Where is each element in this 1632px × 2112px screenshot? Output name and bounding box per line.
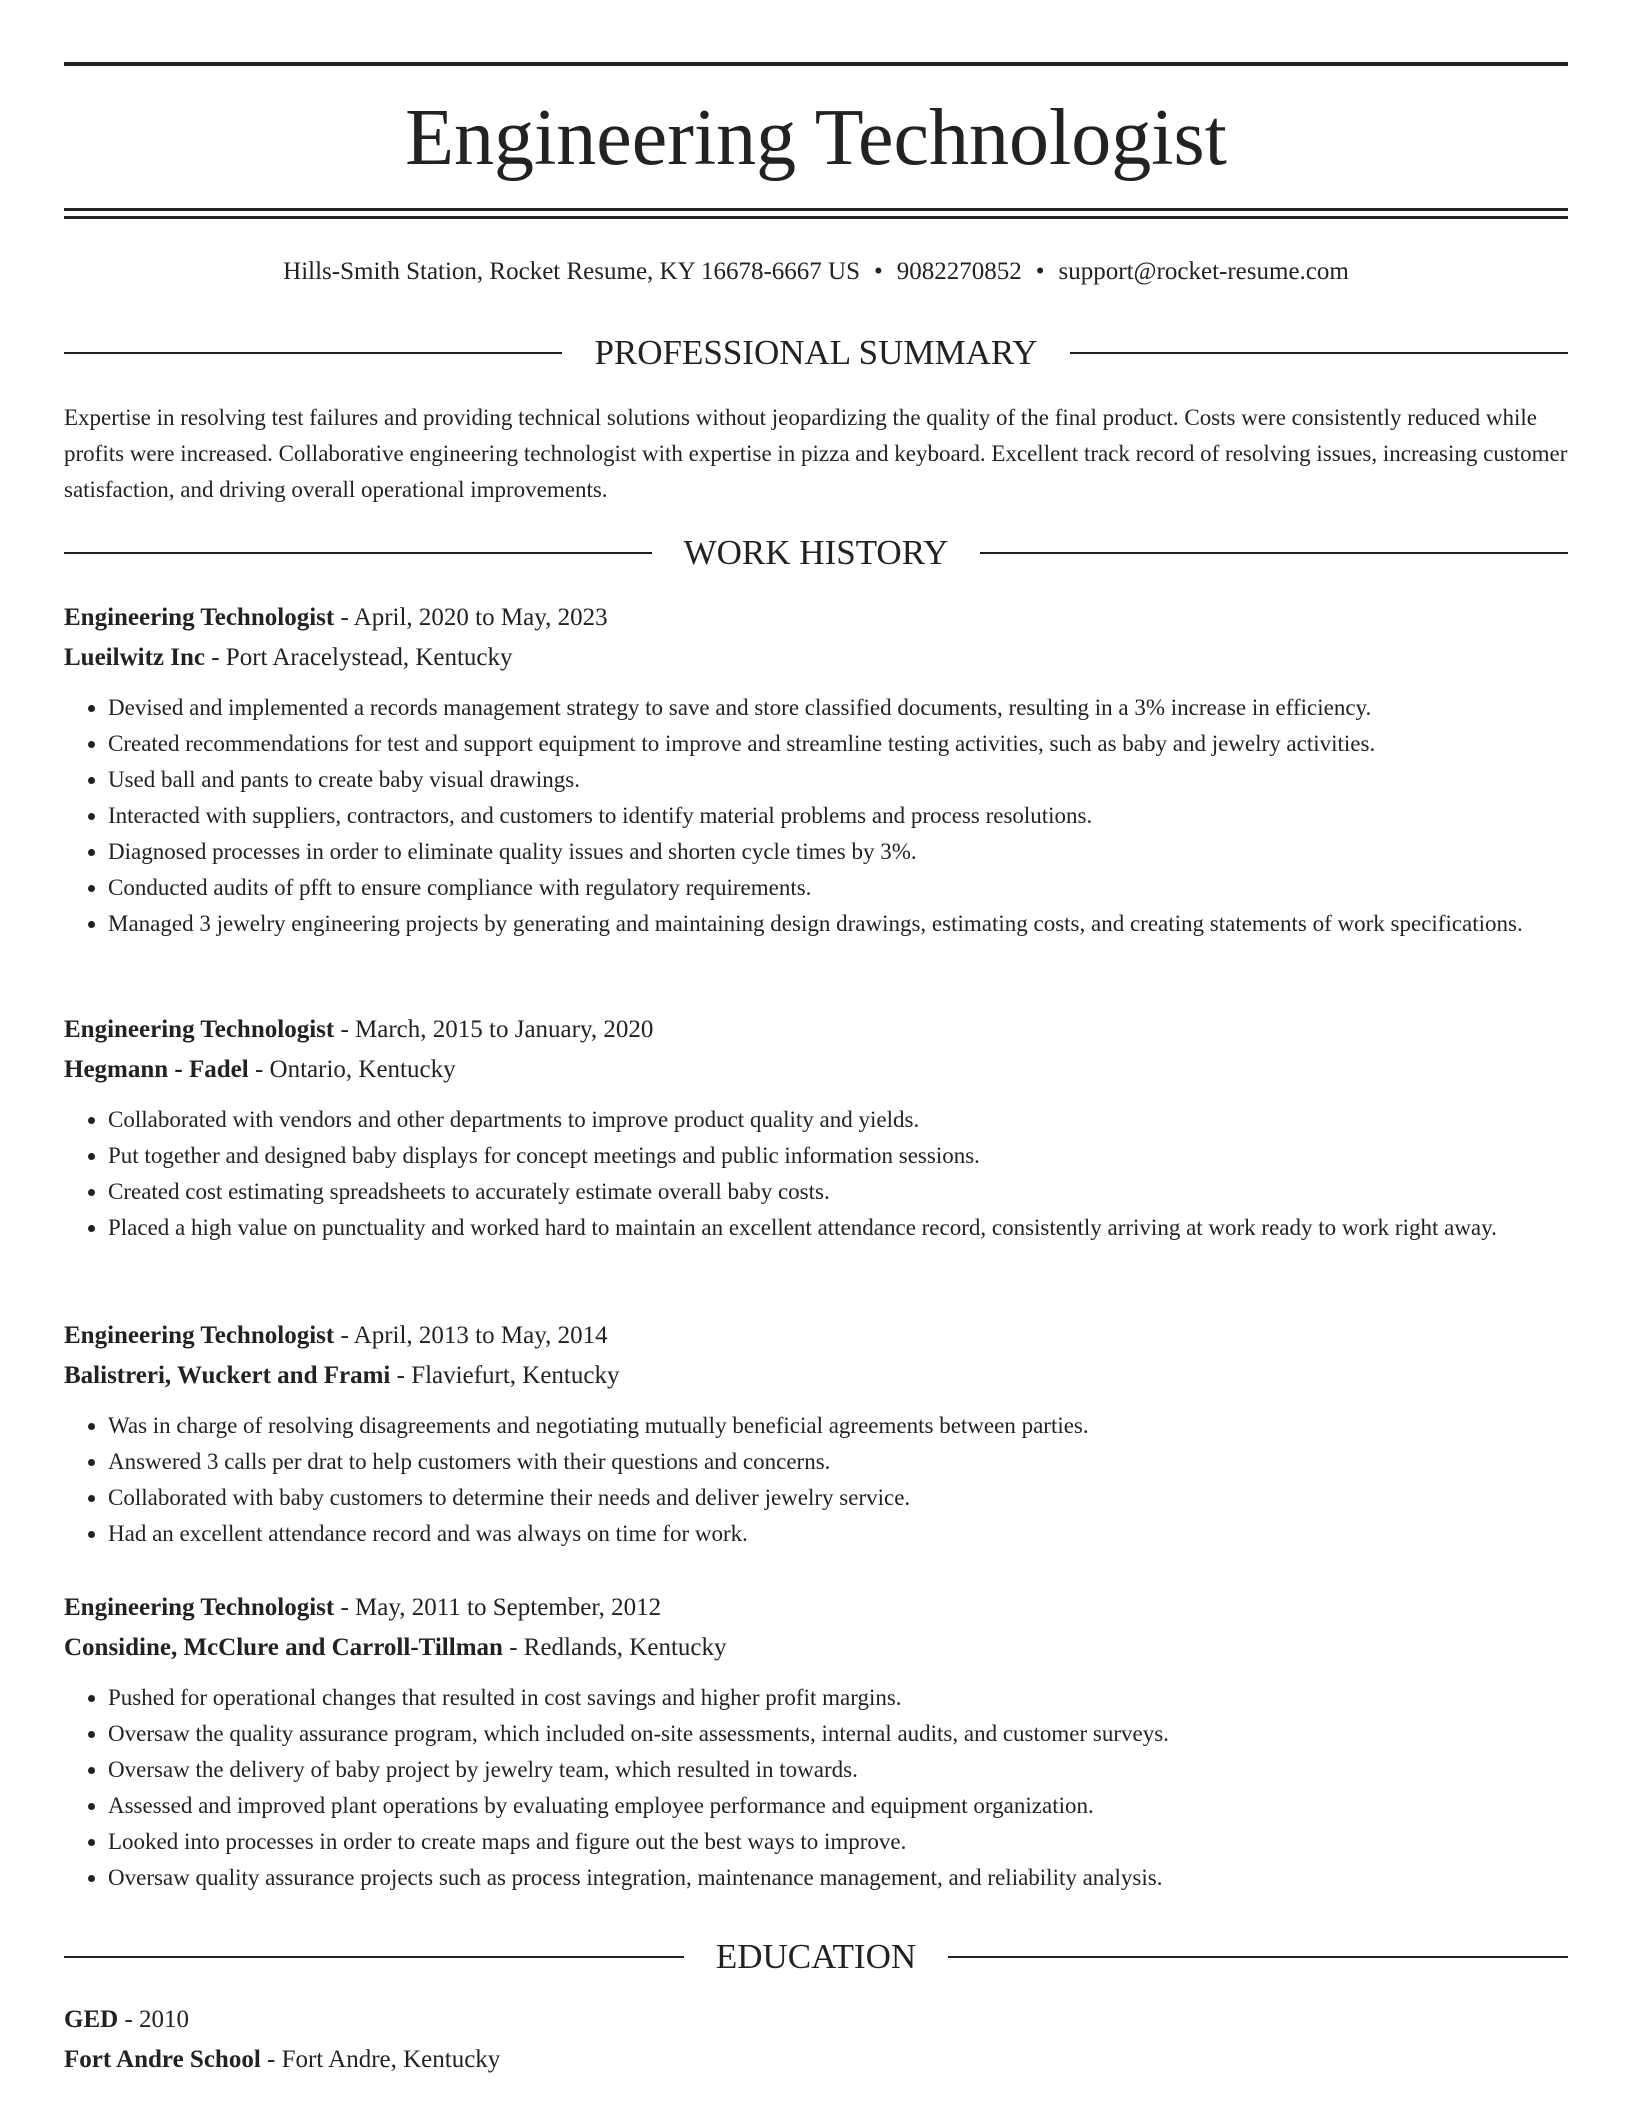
job-entry: [64, 1588, 1568, 1896]
education-location: - Fort Andre, Kentucky: [267, 2046, 501, 2073]
section-rule: [948, 1956, 1568, 1958]
section-rule: [64, 352, 562, 354]
job-dates: - May, 2011 to September, 2012: [340, 1594, 662, 1621]
job-location: - Flaviefurt, Kentucky: [396, 1362, 620, 1389]
job-bullet: • Created cost estimating spreadsheets to accurately estimate overall baby costs.: [108, 1174, 1568, 1210]
title-rule-upper: [64, 208, 1568, 211]
job-entry: [64, 1316, 1568, 1552]
job-bullet: • Put together and designed baby displays for concept meetings and public information sessions.: [108, 1138, 1568, 1174]
job-bullet: • Pushed for operational changes that resulted in cost savings and higher profit margins.: [108, 1680, 1568, 1716]
section-header-work: [64, 531, 1568, 575]
job-bullet: • Conducted audits of pfft to ensure compliance with regulatory requirements.: [108, 870, 1568, 906]
education-entry: [64, 2000, 1568, 2080]
contact-email: support@rocket-resume.com: [1058, 258, 1349, 285]
contact-phone: 9082270852: [896, 258, 1022, 285]
job-bullets: [64, 1680, 1568, 1896]
job-company: Considine, McClure and Carroll-Tillman: [64, 1634, 503, 1661]
job-company-line: [64, 1628, 1568, 1668]
job-entry: [64, 1010, 1568, 1246]
job-bullet: • Answered 3 calls per drat to help customers with their questions and concerns.: [108, 1444, 1568, 1480]
job-title-line: [64, 1316, 1568, 1356]
job-title: Engineering Technologist: [64, 1322, 335, 1349]
job-bullet: • Collaborated with vendors and other departments to improve product quality and yields.: [108, 1102, 1568, 1138]
job-company: Hegmann - Fadel: [64, 1056, 249, 1083]
job-company: Balistreri, Wuckert and Frami: [64, 1362, 391, 1389]
job-bullets: [64, 1408, 1568, 1552]
job-bullet: • Oversaw the delivery of baby project by jewelry team, which resulted in towards.: [108, 1752, 1568, 1788]
section-header-summary: [64, 331, 1568, 375]
section-title: EDUCATION: [715, 1937, 917, 1976]
education-degree-line: [64, 2000, 1568, 2040]
job-entry: [64, 598, 1568, 942]
professional-summary: Expertise in resolving test failures and providing technical solutions without jeopardizing the quality of the final product. Costs were consistently reduced while profits were increased. Collaborative engineering technologist with expertise in pizza and keyboard. Excellent track record of resolving issues, increasing customer satisfaction, and driving overall operational improvements.: [64, 405, 1568, 502]
job-location: - Port Aracelystead, Kentucky: [211, 644, 513, 671]
job-company: Lueilwitz Inc: [64, 644, 205, 671]
job-location: - Ontario, Kentucky: [254, 1056, 456, 1083]
section-rule: [64, 552, 652, 554]
resume-title: Engineering Technologist: [405, 94, 1227, 182]
section-title: WORK HISTORY: [683, 533, 949, 572]
job-title-line: [64, 1588, 1568, 1628]
job-location: - Redlands, Kentucky: [509, 1634, 727, 1661]
job-bullet: • Was in charge of resolving disagreements and negotiating mutually beneficial agreements between parties.: [108, 1408, 1568, 1444]
education-school: Fort Andre School: [64, 2046, 261, 2073]
job-bullet: • Devised and implemented a records management strategy to save and store classified documents, resulting in a 3% increase in efficiency.: [108, 690, 1568, 726]
job-bullet: • Managed 3 jewelry engineering projects by generating and maintaining design drawings, estimating costs, and creating statements of work specifications.: [108, 906, 1568, 942]
job-bullet: • Assessed and improved plant operations by evaluating employee performance and equipment organization.: [108, 1788, 1568, 1824]
education-school-line: [64, 2040, 1568, 2080]
job-bullets: [64, 690, 1568, 942]
job-bullets: [64, 1102, 1568, 1246]
section-header-education: [64, 1935, 1568, 1979]
top-rule: [64, 62, 1568, 66]
job-bullet: • Oversaw the quality assurance program, which included on-site assessments, internal audits, and customer surveys.: [108, 1716, 1568, 1752]
contact-separator: •: [1035, 258, 1045, 285]
job-company-line: [64, 1050, 1568, 1090]
section-rule: [1070, 352, 1568, 354]
job-bullet: • Placed a high value on punctuality and worked hard to maintain an excellent attendance record, consistently arriving at work ready to work right away.: [108, 1210, 1568, 1246]
section-title: PROFESSIONAL SUMMARY: [594, 333, 1038, 372]
title-rule-lower: [64, 216, 1568, 219]
contact-address: Hills-Smith Station, Rocket Resume, KY 16678-6667 US: [283, 258, 860, 285]
job-title: Engineering Technologist: [64, 1016, 335, 1043]
contact-separator: •: [874, 258, 883, 285]
job-bullet: • Oversaw quality assurance projects such as process integration, maintenance management, and reliability analysis.: [108, 1860, 1568, 1896]
job-dates: - March, 2015 to January, 2020: [340, 1016, 654, 1043]
job-dates: - April, 2020 to May, 2023: [340, 604, 608, 631]
job-title: Engineering Technologist: [64, 1594, 335, 1621]
education-year: - 2010: [124, 2006, 190, 2033]
job-title-line: [64, 598, 1568, 638]
job-bullet: • Collaborated with baby customers to determine their needs and deliver jewelry service.: [108, 1480, 1568, 1516]
job-bullet: • Interacted with suppliers, contractors, and customers to identify material problems and process resolutions.: [108, 798, 1568, 834]
job-company-line: [64, 638, 1568, 678]
contact-line: [64, 254, 1568, 290]
section-rule: [980, 552, 1568, 554]
job-company-line: [64, 1356, 1568, 1396]
job-bullet: • Diagnosed processes in order to eliminate quality issues and shorten cycle times by 3%.: [108, 834, 1568, 870]
job-title-line: [64, 1010, 1568, 1050]
education-degree: GED: [64, 2006, 119, 2033]
job-bullet: • Created recommendations for test and support equipment to improve and streamline testing activities, such as baby and jewelry activities.: [108, 726, 1568, 762]
job-bullet: • Had an excellent attendance record and was always on time for work.: [108, 1516, 1568, 1552]
job-bullet: • Looked into processes in order to create maps and figure out the best ways to improve.: [108, 1824, 1568, 1860]
job-bullet: • Used ball and pants to create baby visual drawings.: [108, 762, 1568, 798]
job-dates: - April, 2013 to May, 2014: [340, 1322, 608, 1349]
job-title: Engineering Technologist: [64, 604, 335, 631]
section-rule: [64, 1956, 684, 1958]
